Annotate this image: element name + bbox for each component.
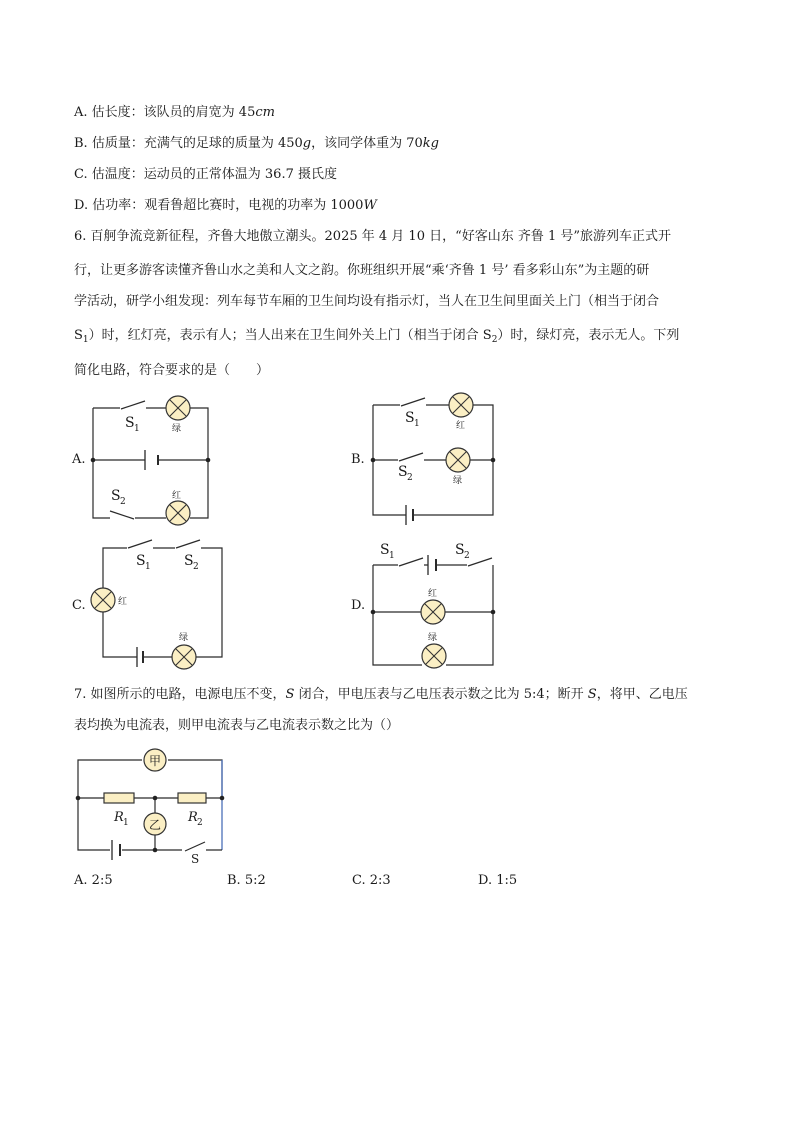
- unit: cm: [255, 105, 275, 120]
- option-text: 2:3: [369, 873, 391, 888]
- option-letter: C.: [74, 167, 88, 182]
- option-text: 估功率：观看鲁超比赛时，电视的功率为 1000: [92, 198, 364, 213]
- q7-line-2: 表均换为电流表，则甲电流表与乙电流表示数之比为（）: [74, 718, 400, 733]
- switch-s1-label: S: [405, 410, 415, 426]
- subscript: 1: [145, 562, 151, 572]
- subscript: 2: [464, 551, 470, 561]
- subscript: 1: [82, 335, 89, 345]
- subscript: 2: [120, 497, 126, 507]
- option-letter: A.: [74, 873, 88, 888]
- subscript: 1: [414, 419, 420, 429]
- lamp-green-label: 绿: [172, 424, 182, 434]
- lamp-red-label: 红: [428, 589, 438, 599]
- subscript: 2: [491, 335, 498, 345]
- circuit-b-label: B.: [351, 452, 365, 467]
- q7-option-b: [227, 873, 266, 888]
- switch-s1-label: S: [136, 553, 146, 569]
- text: ）时，红灯亮，表示有人；当人出来在卫生间外关上门（相当于闭合 S: [88, 328, 492, 343]
- switch-s2-label: S: [184, 553, 194, 569]
- lamp-green-label: 绿: [453, 476, 463, 486]
- subscript: 1: [123, 818, 129, 828]
- switch-label: S: [74, 328, 83, 343]
- subscript: 2: [407, 473, 413, 483]
- unit: g: [302, 136, 312, 151]
- option-letter: A.: [74, 105, 88, 120]
- switch-s1-label: S: [380, 542, 390, 558]
- text: 闭合，甲电压表与乙电压表示数之比为 5:4；断开: [294, 687, 588, 702]
- option-letter: B.: [74, 136, 88, 151]
- option-text: 估温度：运动员的正常体温为 36.7 摄氏度: [91, 167, 337, 182]
- option-text: ，该同学体重为 70: [311, 136, 423, 151]
- option-letter: D.: [74, 198, 89, 213]
- q7-option-c: [352, 873, 391, 888]
- q7-option-d: [478, 873, 517, 888]
- meter-jia-label: 甲: [148, 754, 162, 768]
- resistor-r1-icon: [104, 793, 134, 803]
- lamp-green-label: 绿: [428, 633, 438, 643]
- option-text: 1:5: [496, 873, 518, 888]
- unit: W: [363, 198, 377, 213]
- meter-yi-label: 乙: [148, 818, 162, 832]
- option-letter: B.: [227, 873, 241, 888]
- subscript: 1: [134, 424, 140, 434]
- q7-option-a: [74, 873, 113, 888]
- resistor-r2-icon: [178, 793, 206, 803]
- text: ）时，绿灯亮，表示无人。下列: [497, 328, 680, 343]
- text: 7. 如图所示的电路，电源电压不变，: [74, 687, 286, 702]
- q6-line-3: 学活动，研学小组发现：列车每节车厢的卫生间均设有指示灯，当人在卫生间里面关上门（相当于闭合: [74, 294, 660, 309]
- subscript: 1: [389, 551, 395, 561]
- circuit-a-label: A.: [72, 452, 86, 467]
- option-letter: D.: [478, 873, 493, 888]
- q6-line-2: 行，让更多游客读懂齐鲁山水之美和人文之韵。你班组织开展“乘‘齐鲁 1 号’ 看多彩山东”为主题的研: [74, 263, 650, 278]
- option-text: 5:2: [244, 873, 266, 888]
- unit: kg: [422, 136, 439, 151]
- subscript: 2: [197, 818, 203, 828]
- option-text: 2:5: [91, 873, 113, 888]
- switch-s2-label: S: [455, 542, 465, 558]
- option-letter: C.: [352, 873, 366, 888]
- q6-line-5: 简化电路，符合要求的是（ ）: [74, 363, 270, 378]
- lamp-red-label: 红: [456, 421, 466, 431]
- option-text: 估长度：该队员的肩宽为 45: [91, 105, 256, 120]
- switch-symbol: S: [587, 687, 597, 702]
- lamp-green-label: 绿: [179, 633, 189, 643]
- subscript: 2: [193, 562, 199, 572]
- lamp-red-label: 红: [118, 597, 128, 607]
- resistor-r1-label: R: [114, 810, 124, 825]
- text: ，将甲、乙电压: [596, 687, 688, 702]
- q6-line-1: 6. 百舸争流竞新征程，齐鲁大地傲立潮头。2025 年 4 月 10 日，“好客山东 齐鲁 1 号”旅游列车正式开: [74, 229, 672, 244]
- lamp-red-label: 红: [172, 491, 182, 501]
- option-text: 估质量：充满气的足球的质量为 450: [91, 136, 303, 151]
- switch-symbol: S: [285, 687, 295, 702]
- switch-s2-label: S: [398, 464, 408, 480]
- circuit-c-label: C.: [72, 598, 86, 613]
- switch-s-label: S: [191, 852, 200, 866]
- switch-s1-label: S: [125, 415, 135, 431]
- switch-s2-label: S: [111, 488, 121, 504]
- resistor-r2-label: R: [188, 810, 198, 825]
- circuit-d-label: D.: [351, 598, 366, 613]
